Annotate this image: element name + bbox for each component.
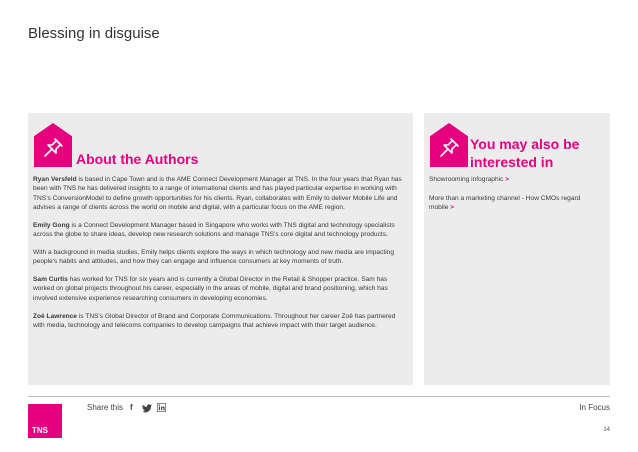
bio-name: Zoë Lawrence bbox=[33, 312, 77, 320]
linkedin-icon[interactable] bbox=[157, 403, 166, 413]
bio-text: has worked for TNS for six years and is currently a Global Director in the Retail & Shopper practice. Sam has worked on global projects throughout his career, especially in the areas of mobile, digital and brand positioning, which has involved extensive experience researching consumers in developing economies. bbox=[33, 276, 388, 302]
pushpin-icon bbox=[34, 123, 72, 167]
related-link-showrooming[interactable] bbox=[429, 175, 509, 184]
chevron-right-icon: > bbox=[450, 204, 455, 212]
related-link-label: More than a marketing channel - How CMOs regard mobile bbox=[429, 195, 581, 212]
twitter-icon[interactable] bbox=[142, 404, 152, 414]
related-link-marketing-channel[interactable] bbox=[429, 194, 589, 213]
bio-paragraph bbox=[33, 312, 408, 331]
footer-divider bbox=[28, 396, 610, 397]
tns-logo bbox=[28, 404, 62, 438]
authors-body bbox=[33, 175, 408, 339]
bio-text: is TNS's Global Director of Brand and Corporate Communications. Throughout her career Zoë has partnered with media, technology and telecoms companies to develop campaigns that achieve impact with their target audience. bbox=[33, 312, 396, 329]
share-label: Share this bbox=[87, 403, 124, 412]
bio-name: Ryan Versfeld bbox=[33, 176, 77, 183]
bio-text: is a Connect Development Manager based in Singapore who works with TNS digital and technology specialists across the globe to share ideas, develop new research solutions and manage TNS's core digital and technology products. bbox=[33, 221, 395, 239]
related-heading: You may also be interested in bbox=[470, 136, 580, 170]
bio-paragraph bbox=[33, 175, 408, 212]
logo-text: TNS bbox=[32, 426, 48, 435]
chevron-right-icon: > bbox=[505, 176, 510, 183]
page-number: 14 bbox=[603, 427, 610, 433]
page-title: Blessing in disguise bbox=[28, 25, 160, 42]
bio-paragraph bbox=[33, 221, 408, 240]
related-panel bbox=[424, 113, 610, 385]
related-link-label: Showrooming infographic bbox=[429, 176, 504, 183]
authors-heading: About the Authors bbox=[76, 151, 199, 167]
bio-paragraph bbox=[33, 275, 408, 303]
bio-paragraph bbox=[33, 248, 408, 267]
bio-name: Emily Gong bbox=[33, 221, 70, 229]
authors-panel bbox=[28, 113, 413, 385]
pushpin-icon bbox=[430, 123, 468, 167]
bio-text: With a background in media studies, Emily helps clients explore the ways in which technology and new media are impacting people's habits and attitudes, and how they can engage and influence consumers at key moments of truth. bbox=[33, 248, 395, 266]
bio-text: is based in Cape Town and is the AME Connect Development Manager at TNS. In the four years that Ryan has been with TNS he has delivered insights to a range of international clients and has played particular expertise in working with TNS's ConversionModel to define growth opportunities for his clients. Ryan, collaborates with Emily to deliver Mobile Life and advises a range of clients across the world on mobile and digital, with a particular focus on the AME region. bbox=[33, 176, 402, 211]
section-label: In Focus bbox=[579, 403, 610, 412]
facebook-icon[interactable]: f bbox=[130, 403, 133, 412]
bio-name: Sam Curtis bbox=[33, 276, 68, 284]
